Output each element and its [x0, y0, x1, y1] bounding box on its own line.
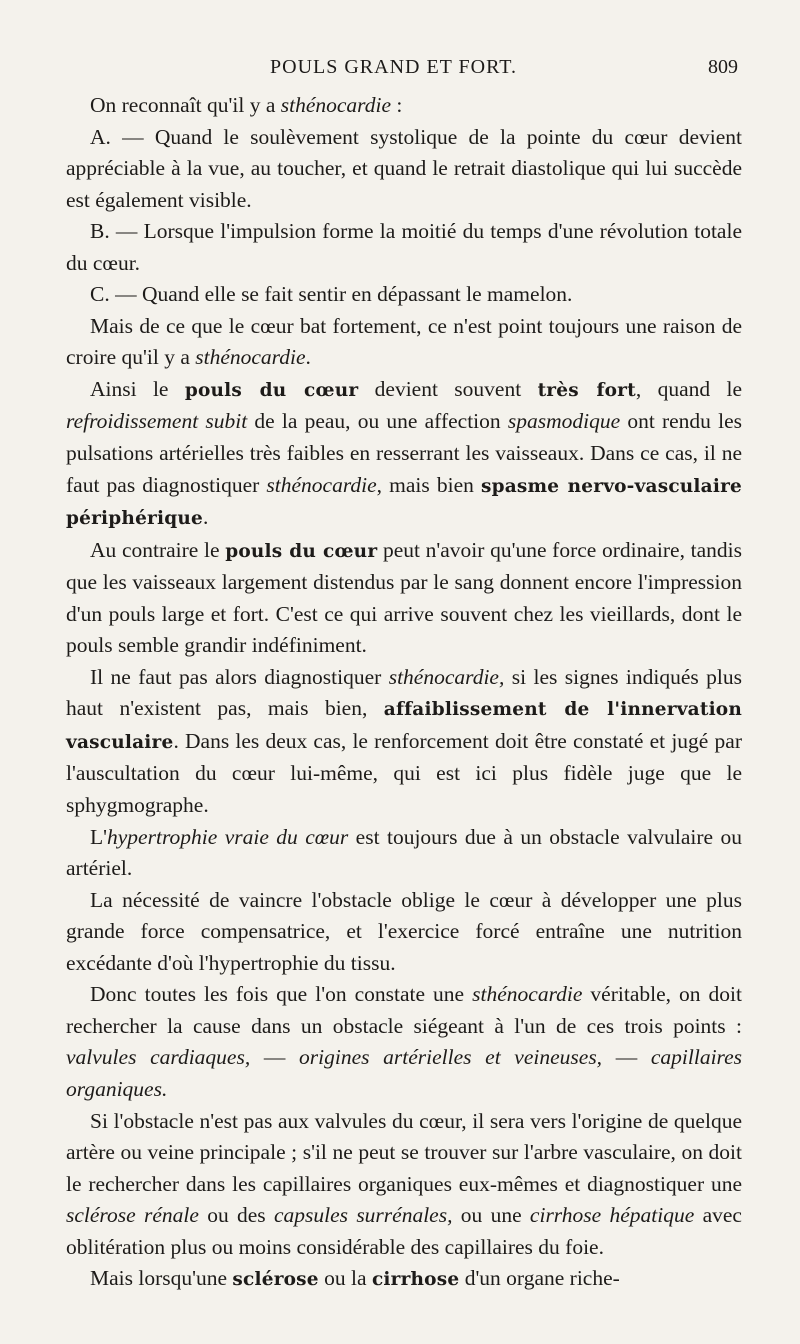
bold-term: pouls du cœur: [225, 540, 378, 562]
page-number: 809: [708, 56, 738, 78]
criterion-c: C. — Quand elle se fait sentir en dépassant le mamelon.: [90, 282, 573, 307]
page-header: [0, 56, 800, 84]
bold-term: pouls du cœur: [184, 379, 359, 401]
criterion-b: B. — Lorsque l'impulsion forme la moitié du temps d'une révolution totale du cœur.: [66, 219, 742, 275]
bold-term: spasme nervo-vasculaire périphérique: [66, 475, 742, 530]
paragraph: La nécessité de vaincre l'obstacle oblige le cœur à développer une plus grande force compensatrice, et l'exercice forcé entraîne une nutrition excédante d'où l'hypertrophie du tissu.: [66, 887, 742, 975]
paragraph: L'hypertrophie vraie du cœur est toujours due à un obstacle valvulaire ou artériel.: [66, 824, 743, 881]
bold-term: sclérose: [232, 1269, 319, 1291]
paragraph: Mais lorsqu'une sclérose ou la cirrhose d'un organe riche-: [90, 1266, 620, 1291]
paragraph: Donc toutes les fois que l'on constate une sthénocardie véritable, on doit rechercher la cause dans un obstacle siégeant à l'un de ces trois points : valvules cardiaques, — origines artérielles et veineuses, — capillaires organiques.: [66, 982, 743, 1101]
bold-term: très fort: [537, 379, 636, 401]
paragraph: Si l'obstacle n'est pas aux valvules du cœur, il sera vers l'origine de quelque artère ou veine principale ; s'il ne peut se trouver sur l'arbre vasculaire, on doit le rechercher dans les capillaires organiques eux-mêmes et diagnostiquer une sclérose rénale ou des capsules surrénales, ou une cirrhose hépatique avec oblitération plus ou moins considérable des capillaires du foie.: [66, 1108, 742, 1259]
bold-term: affaiblissement de l'innervation vasculaire: [66, 699, 742, 753]
paragraph: Ainsi le pouls du cœur devient souvent très fort, quand le refroidissement subit de la peau, ou une affection spasmodique ont rendu les pulsations artérielles très faibles en resserrant les vaisseaux. Dans ce cas, il ne faut pas diagnostiquer sthénocardie, mais bien spasme nervo-vasculaire périphérique.: [66, 376, 743, 530]
page-body: [66, 90, 742, 1296]
paragraph: Au contraire le pouls du cœur peut n'avoir qu'une force ordinaire, tandis que les vaisseaux largement distendus par le sang donnent encore l'impression d'un pouls large et fort. C'est ce qui arrive souvent chez les vieillards, dont le pouls semble grandir indéfiniment.: [66, 537, 742, 658]
paragraph: On reconnaît qu'il y a sthénocardie :: [90, 93, 403, 117]
bold-term: cirrhose: [371, 1269, 460, 1291]
running-title: POULS GRAND ET FORT.: [270, 56, 517, 78]
paragraph: Il ne faut pas alors diagnostiquer sthénocardie, si les signes indiqués plus haut n'existent pas, mais bien, affaiblissement de l'innervation vasculaire. Dans les deux cas, le renforcement doit être constaté et jugé par l'auscultation du cœur lui-même, qui est ici plus fidèle juge que le sphygmographe.: [66, 664, 743, 818]
criterion-a: A. — Quand le soulèvement systolique de la pointe du cœur devient appréciable à la vue, au toucher, et quand le retrait diastolique qui lui succède est également visible.: [66, 124, 742, 212]
paragraph: Mais de ce que le cœur bat fortement, ce n'est point toujours une raison de croire qu'il y a sthénocardie.: [66, 313, 742, 370]
